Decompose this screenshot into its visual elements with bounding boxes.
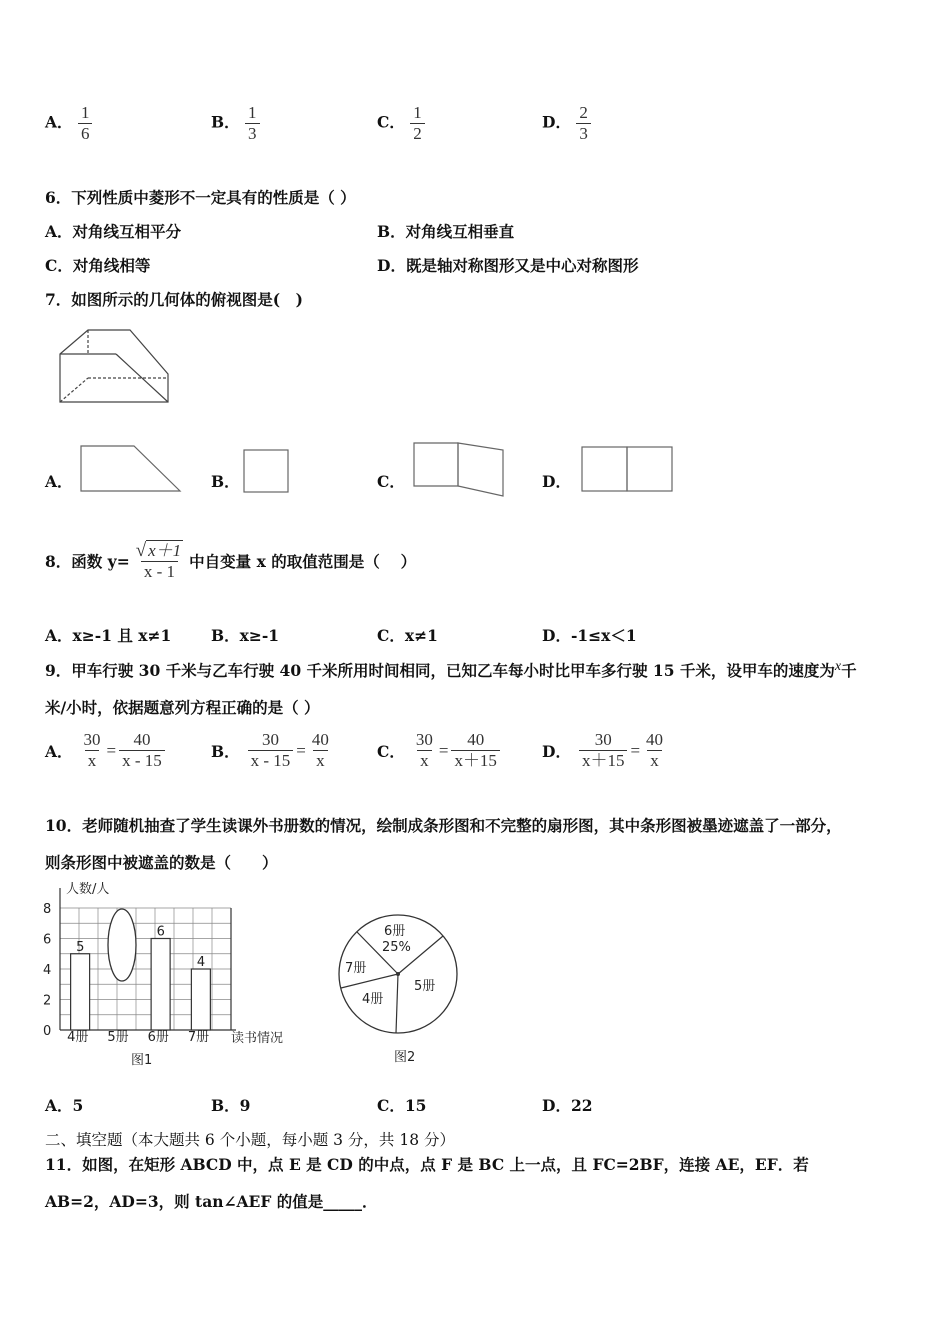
q9-option-b bbox=[211, 730, 332, 771]
q9-text: 9．甲车行驶 30 千米与乙车行驶 40 千米所用时间相同，已知乙车每小时比甲车多行驶 15 千米，设甲车的速度为 bbox=[45, 661, 835, 681]
q8-numerator bbox=[133, 540, 186, 561]
right-fraction bbox=[119, 730, 165, 771]
bar-value-label: 4 bbox=[196, 955, 206, 970]
q6-stem: 6．下列性质中菱形不一定具有的性质是（ ） bbox=[45, 188, 356, 207]
q8-option-a: A．x≥-1 且 x≠1 bbox=[45, 626, 172, 645]
fraction bbox=[245, 103, 260, 144]
right-fraction bbox=[643, 730, 666, 771]
option-letter: B． bbox=[211, 741, 240, 761]
q7-stem: 7．如图所示的几何体的俯视图是( ) bbox=[45, 290, 303, 309]
figure1-caption: 图1 bbox=[131, 1053, 153, 1068]
q7-option-d-label: D． bbox=[542, 472, 571, 491]
q5-option-c bbox=[377, 103, 425, 144]
y-tick-label: 4 bbox=[43, 963, 52, 978]
equation bbox=[579, 730, 666, 771]
left-fraction bbox=[81, 730, 104, 771]
solid-outline bbox=[60, 330, 168, 402]
q7-option-a-figure bbox=[78, 444, 184, 496]
q9-variable: x bbox=[834, 659, 842, 674]
q9-text-end: 千 bbox=[841, 661, 857, 681]
numerator: 40 bbox=[646, 730, 664, 749]
equals-sign: = bbox=[630, 740, 641, 760]
ink-blot-cover bbox=[108, 909, 136, 981]
q6-option-c: C．对角线相等 bbox=[45, 256, 151, 275]
q8-prefix: 8．函数 y= bbox=[45, 552, 130, 571]
q9-option-c bbox=[377, 730, 500, 771]
option-letter: C． bbox=[377, 741, 405, 761]
q10-option-c: C．15 bbox=[377, 1096, 427, 1115]
bar-6册 bbox=[151, 939, 170, 1031]
denominator: 2 bbox=[410, 123, 425, 144]
q7-option-b-figure bbox=[242, 448, 292, 496]
denominator: 6 bbox=[78, 123, 93, 144]
option-letter: D． bbox=[542, 112, 571, 132]
q10-line2: 则条形图中被遮盖的数是（ ） bbox=[45, 853, 278, 872]
q11-line1: 11．如图，在矩形 ABCD 中，点 E 是 CD 的中点，点 F 是 BC 上一点，且 FC=2BF，连接 AE，EF．若 bbox=[45, 1155, 809, 1174]
section2-heading: 二、填空题（本大题共 6 个小题，每小题 3 分，共 18 分） bbox=[45, 1131, 456, 1149]
y-axis-label: 人数/人 bbox=[66, 882, 110, 897]
numerator: 1 bbox=[248, 103, 257, 122]
radicand: x＋1 bbox=[148, 541, 182, 560]
x-tick-label: 7册 bbox=[187, 1030, 210, 1045]
q10-option-a: A．5 bbox=[45, 1096, 84, 1115]
option-letter: C． bbox=[377, 112, 405, 132]
q8-suffix: 中自变量 x 的取值范围是（ ） bbox=[189, 552, 417, 571]
q7-option-c-figure bbox=[411, 440, 507, 500]
q9-option-a bbox=[45, 730, 165, 771]
bar-chart-figure1 bbox=[38, 878, 303, 1073]
denominator: x bbox=[647, 750, 662, 771]
numerator: 1 bbox=[80, 103, 90, 122]
numerator: 40 bbox=[133, 730, 151, 749]
denominator: 3 bbox=[245, 123, 260, 144]
q8-option-b: B．x≥-1 bbox=[211, 626, 280, 645]
q8-denominator: x - 1 bbox=[141, 561, 178, 582]
q10-option-b: B．9 bbox=[211, 1096, 251, 1115]
q9-line2: 米/小时，依据题意列方程正确的是（ ） bbox=[45, 698, 320, 717]
x-axis-label: 读书情况 bbox=[231, 1031, 284, 1046]
bar-value-label: 6 bbox=[156, 924, 165, 940]
sqrt-symbol: √ bbox=[135, 540, 147, 561]
x-tick-label: 4册 bbox=[67, 1030, 89, 1045]
fraction bbox=[78, 103, 93, 144]
numerator: 30 bbox=[594, 730, 612, 749]
numerator: 2 bbox=[579, 103, 588, 122]
denominator: 3 bbox=[576, 123, 591, 144]
q9-line1 bbox=[45, 659, 857, 681]
denominator: x - 15 bbox=[248, 750, 294, 771]
q6-option-b: B．对角线互相垂直 bbox=[377, 222, 515, 241]
bar-7册 bbox=[191, 969, 210, 1030]
q7-option-b-label: B． bbox=[211, 472, 240, 491]
slice-label-4: 4册 bbox=[362, 992, 384, 1007]
slanted-square bbox=[458, 443, 503, 496]
pie-center bbox=[396, 972, 400, 976]
trapezoid-shape bbox=[81, 446, 180, 491]
slice-label-5: 5册 bbox=[414, 979, 436, 994]
x-tick-label: 6册 bbox=[147, 1030, 169, 1045]
right-square bbox=[627, 447, 672, 491]
slice-label-7: 7册 bbox=[345, 961, 367, 976]
q6-option-d: D．既是轴对称图形又是中心对称图形 bbox=[377, 256, 639, 275]
q7-option-c-label: C． bbox=[377, 472, 405, 491]
y-tick-label: 6 bbox=[43, 932, 52, 948]
option-letter: B． bbox=[211, 112, 240, 132]
q11-line2: AB=2，AD=3，则 tan∠AEF 的值是_____． bbox=[45, 1192, 378, 1211]
q6-option-a: A．对角线互相平分 bbox=[45, 222, 182, 241]
option-letter: A． bbox=[45, 741, 73, 761]
denominator: x＋15 bbox=[579, 750, 628, 771]
numerator: 30 bbox=[83, 730, 101, 749]
bar-value-label: 5 bbox=[76, 939, 85, 955]
numerator: 30 bbox=[261, 730, 279, 749]
q9-option-d bbox=[542, 730, 666, 771]
slice-percent-6: 25% bbox=[382, 940, 411, 955]
right-fraction bbox=[451, 730, 500, 771]
square-shape bbox=[244, 450, 288, 492]
numerator: 30 bbox=[415, 730, 433, 749]
pie-chart-figure2 bbox=[332, 910, 462, 1075]
fraction bbox=[576, 103, 591, 144]
y-tick-label: 8 bbox=[43, 902, 52, 917]
left-fraction bbox=[413, 730, 436, 771]
q10-line1: 10．老师随机抽查了学生读课外书册数的情况，绘制成条形图和不完整的扇形图，其中条形图被墨迹遮盖了一部分， bbox=[45, 816, 842, 835]
denominator: x＋15 bbox=[451, 750, 500, 771]
numerator: 40 bbox=[467, 730, 485, 749]
q5-option-d bbox=[542, 103, 591, 144]
figure2-caption: 图2 bbox=[394, 1050, 416, 1065]
hidden-edge bbox=[60, 378, 88, 402]
q10-option-d: D．22 bbox=[542, 1096, 593, 1115]
y-tick-label: 0 bbox=[43, 1024, 52, 1039]
left-square bbox=[414, 443, 458, 486]
equals-sign: = bbox=[106, 740, 117, 760]
y-tick-label: 2 bbox=[43, 993, 52, 1009]
option-letter: A． bbox=[45, 112, 73, 132]
q7-solid-figure bbox=[52, 322, 174, 408]
equation bbox=[413, 730, 500, 771]
left-fraction bbox=[248, 730, 294, 771]
q7-option-a-label: A． bbox=[45, 472, 73, 491]
slice-label-6: 6册 bbox=[384, 924, 406, 939]
denominator: x - 15 bbox=[119, 750, 165, 771]
equation bbox=[248, 730, 332, 771]
numerator: 1 bbox=[413, 103, 422, 122]
equals-sign: = bbox=[296, 740, 306, 760]
option-letter: D． bbox=[542, 741, 571, 761]
right-fraction bbox=[309, 730, 332, 771]
q5-option-a bbox=[45, 103, 92, 144]
bar-4册 bbox=[71, 954, 90, 1030]
q8-function-fraction bbox=[133, 540, 186, 582]
q8-option-d: D．-1≤x＜1 bbox=[542, 626, 637, 645]
denominator: x bbox=[85, 750, 100, 771]
q8-stem bbox=[45, 540, 416, 582]
equation bbox=[81, 730, 165, 771]
q5-option-b bbox=[211, 103, 260, 144]
q7-option-d-figure bbox=[580, 444, 676, 496]
fraction bbox=[410, 103, 425, 144]
denominator: x bbox=[417, 750, 432, 771]
left-fraction bbox=[579, 730, 628, 771]
equals-sign: = bbox=[438, 740, 449, 760]
left-square bbox=[582, 447, 627, 491]
numerator: 40 bbox=[311, 730, 329, 749]
denominator: x bbox=[313, 750, 328, 771]
q8-option-c: C．x≠1 bbox=[377, 626, 438, 645]
x-tick-label: 5册 bbox=[107, 1030, 129, 1045]
